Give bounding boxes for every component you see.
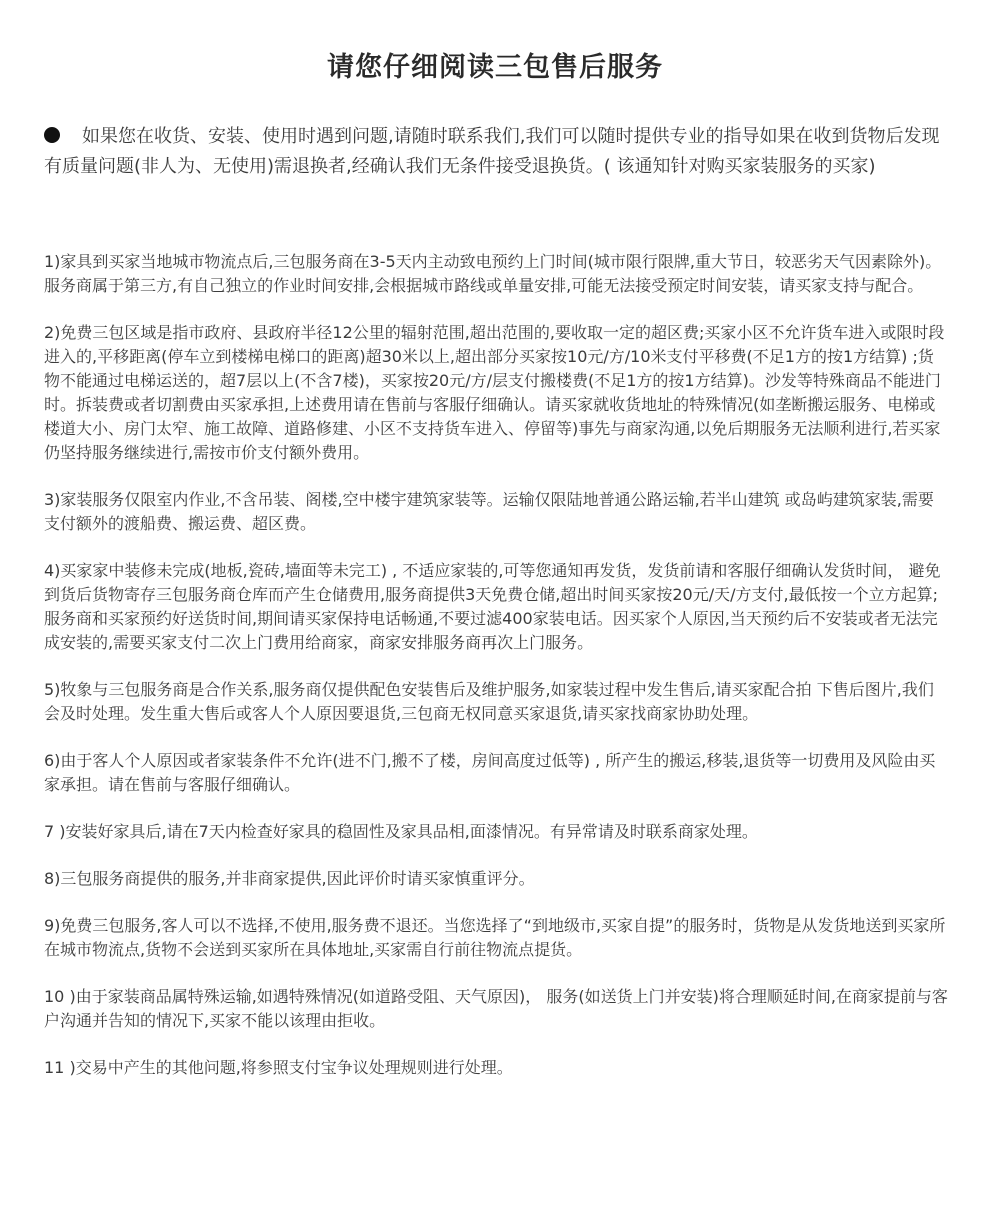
term-item-2: 2)免费三包区域是指市政府、县政府半径12公里的辐射范围,超出范围的,要收取一定的超区费;买家小区不允许货车进入或限时段进入的,平移距离(停车立到楼梯电梯口的距离)超30米以上,超出部分买家按10元/方/10米支付平移费(不足1方的按1方结算) ;货物不能通过电梯运送的，超7层以上(不含7楼)，买家按20元/方/层支付搬楼费(不足1方的按1方结算)。沙发等特殊商品不能进门时。拆装费或者切割费由买家承担,上述费用请在售前与客服仔细确认。请买家就收货地址的特殊情况(如垄断搬运服务、电梯或楼道大小、房门太窄、施工故障、道路修建、小区不支持货车进入、停留等)事先与商家沟通,以免后期服务无法顺利进行,若买家仍坚持服务继续进行,需按市价支付额外费用。 bbox=[44, 323, 945, 462]
intro-text: 如果您在收货、安装、使用时遇到问题,请随时联系我们,我们可以随时提供专业的指导如果在收到货物后发现有质量问题(非人为、无使用)需退换者,经确认我们无条件接受退换货。( 该通知针对购买家装服务的买家) bbox=[44, 126, 940, 177]
term-item-7: 7 )安装好家具后,请在7天内检查好家具的稳固性及家具品相,面漆情况。有异常请及时联系商家处理。 bbox=[44, 822, 758, 841]
term-item-8: 8)三包服务商提供的服务,并非商家提供,因此评价时请买家慎重评分。 bbox=[44, 869, 535, 888]
intro-paragraph bbox=[44, 122, 944, 182]
term-item-3: 3)家装服务仅限室内作业,不含吊装、阁楼,空中楼宇建筑家装等。运输仅限陆地普通公路运输,若半山建筑 或岛屿建筑家装,需要支付额外的渡船费、搬运费、超区费。 bbox=[44, 490, 934, 533]
term-item-1: 1)家具到买家当地城市物流点后,三包服务商在3-5天内主动致电预约上门时间(城市限行限牌,重大节日，较恶劣天气因素除外)。服务商属于第三方,有自己独立的作业时间安排,会根据城市路线或单量安排,可能无法接受预定时间安装，请买家支持与配合。 bbox=[44, 252, 942, 295]
term-item-9: 9)免费三包服务,客人可以不选择,不使用,服务费不退还。当您选择了“到地级市,买家自提”的服务时，货物是从发货地送到买家所在城市物流点,货物不会送到买家所在具体地址,买家需自行前往物流点提货。 bbox=[44, 916, 946, 959]
term-item-11: 11 )交易中产生的其他问题,将参照支付宝争议处理规则进行处理。 bbox=[44, 1058, 513, 1077]
service-terms-list bbox=[44, 250, 948, 1103]
term-item-5: 5)牧象与三包服务商是合作关系,服务商仅提供配色安装售后及维护服务,如家装过程中发生售后,请买家配合拍 下售后图片,我们会及时处理。发生重大售后或客人个人原因要退货,三包商无权同意买家退货,请买家找商家协助处理。 bbox=[44, 680, 934, 723]
page-title: 请您仔细阅读三包售后服务 bbox=[327, 52, 663, 84]
bullet-icon bbox=[44, 127, 60, 143]
term-item-10: 10 )由于家装商品属特殊运输,如遇特殊情况(如道路受阻、天气原因)， 服务(如送货上门并安装)将合理顺延时间,在商家提前与客户沟通并告知的情况下,买家不能以该理由拒收。 bbox=[44, 987, 948, 1030]
term-item-4: 4)买家家中装修未完成(地板,瓷砖,墙面等未完工) , 不适应家装的,可等您通知再发货，发货前请和客服仔细确认发货时间， 避免到货后货物寄存三包服务商仓库而产生仓储费用,服务商提供3天免费仓储,超出时间买家按20元/天/方支付,最低按一个立方起算;服务商和买家预约好送货时间,期间请买家保持电话畅通,不要过滤400家装电话。因买家个人原因,当天预约后不安装或者无法完成安装的,需要买家支付二次上门费用给商家，商家安排服务商再次上门服务。 bbox=[44, 561, 941, 652]
term-item-6: 6)由于客人个人原因或者家装条件不允许(进不门,搬不了楼，房间高度过低等) , 所产生的搬运,移装,退货等一切费用及风险由买家承担。请在售前与客服仔细确认。 bbox=[44, 751, 936, 794]
